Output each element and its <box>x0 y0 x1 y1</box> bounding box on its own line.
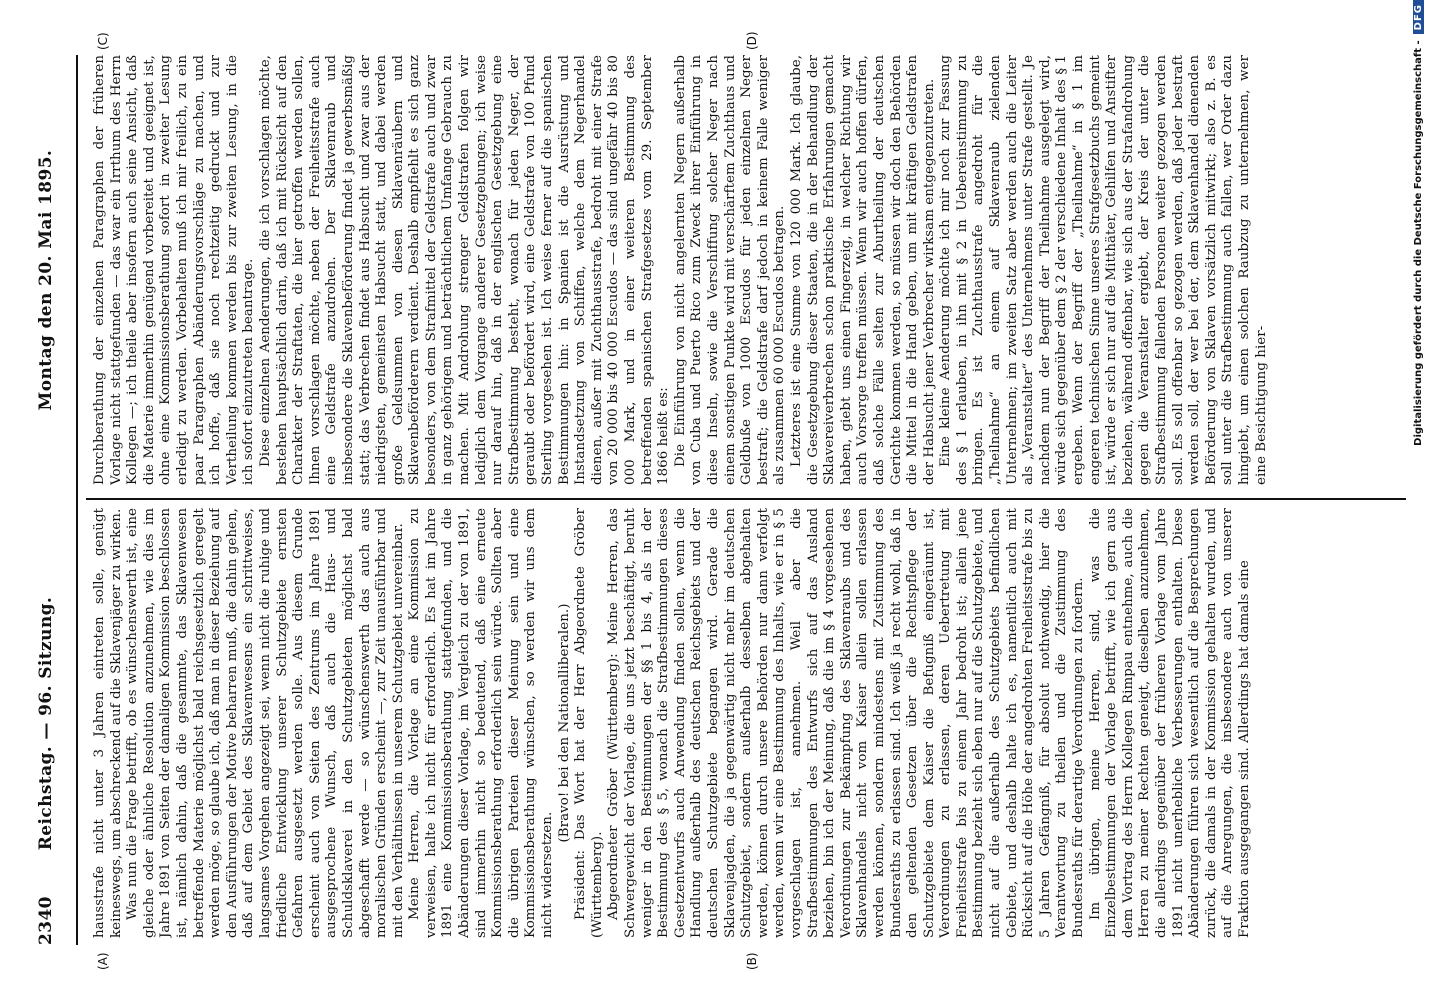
left-column <box>92 508 1402 938</box>
paragraph: Meine Herren, die Vorlage an eine Kommission zu verweisen, halte ich nicht für erforderlich. Es hat im Jahre 1891 eine Kommissionsberathung stattgefunden, und die Abänderungen dieser Vorlage, im Vergleich zu der von 1891, sind immerhin nicht so bedeutend, daß eine erneute Kommissionsberathung erforderlich sein würde. Sollten aber die übrigen Parteien dieser Meinung sein und eine Kommissionsberathung wünschen, so werden wir uns dem nicht widersetzen. <box>407 508 556 938</box>
session-title: Reichstag. — 96. Sitzung. <box>36 596 56 851</box>
header-titles <box>36 55 56 945</box>
paragraph: Im übrigen, meine Herren, sind, was die Einzelbestimmungen der Vorlage betrifft, wie ich gern aus dem Vortrag des Herrn Kollegen Rimpau entnehme, auch die Herren zu meiner Rechten geneigt, dieselben anzunehmen, die allerdings gegenüber der früheren Vorlage vom Jahre 1891 nicht unerhebliche Verbesserungen enthalten. Diese Abänderungen führen sich wesentlich auf die Besprechungen zurück, die damals in der Kommission gehalten wurden, und auf die Anregungen, die insbesondere auch von unserer Fraktion ausgegangen sind. Allerdings hat damals eine <box>1087 508 1252 938</box>
right-column <box>92 55 1402 485</box>
page-header <box>36 55 62 945</box>
header-rule <box>76 55 78 945</box>
page-number: 2340 <box>36 896 56 945</box>
margin-marker-b: (B) <box>745 952 759 970</box>
paragraph: (Bravo! bei den Nationalliberalen.) <box>556 603 572 843</box>
credit-text: Digitalisierung gefördert durch die Deutsche Forschungsgemeinschaft - <box>1412 40 1424 446</box>
paragraph: Letzteres ist eine Summe von 120 000 Mark. Ich glaube, die Gesetzgebung dieser Staaten, die in der Behandlung der Sklavereiverbrechen schon praktische Erfahrungen gemacht haben, giebt uns einen Fingerzeig, in welcher Richtung wir auch Vorsorge treffen müssen. Wenn wir auch hoffen dürfen, daß solche Fälle selten zur Aburtheilung der deutschen Gerichte kommen werden, so müssen wir doch den Behörden die Mittel in die Hand geben, um mit kräftigen Geldstrafen der Habsucht jener Verbrecher wirksam entgegenzutreten. <box>788 55 937 485</box>
paragraph: Diese einzelnen Aenderungen, die ich vorschlagen möchte, bestehen hauptsächlich darin, daß ich mit Rücksicht auf den Charakter der Straftaten, die hier getroffen werden sollen, Ihnen vorschlagen möchte, neben der Freiheitsstrafe auch eine Geldstrafe anzudrohen. Der Sklavenraub und insbesondere die Sklavenbeförderung findet ja gewerbsmäßig statt; das Verbrechen findet aus Habsucht und zwar aus der niedrigsten, gemeinsten Habsucht statt, und dabei werden große Geldsummen von diesen Sklavenräubern und Sklavenbeförderern verdient. Deshalb empfiehlt es sich ganz besonders, von dem Strafmittel der Geldstrafe auch und zwar in ganz gehörigem und beträchtlichem Umfange Gebrauch zu machen. Mit Androhung strenger Geldstrafen folgen wir lediglich dem Vorgange anderer Gesetzgebungen; ich weise nur darauf hin, daß in der englischen Gesetzgebung eine Strafbestimmung besteht, wonach für jeden Neger, der geraubt oder befördert wird, eine Geldstrafe von 100 Pfund Sterling vorgesehen ist. Ich weise ferner auf die spanischen Bestimmungen hin: in Spanien ist die Ausrüstung und Instandsetzung von Schiffen, welche dem Negerhandel dienen, außer mit Zuchthausstrafe, bedroht mit einer Strafe von 20 000 bis 40 000 Escudos — das sind ungefähr 40 bis 80 000 Mark, und in einer weiteren Bestimmung des betreffenden spanischen Strafgesetzes vom 29. September 1866 heißt es: <box>257 55 672 485</box>
digitization-credit <box>1408 0 1428 1000</box>
paragraph: Eine kleine Aenderung möchte ich mir noch zur Fassung des § 1 erlauben, in ihn mit § 2 in Uebereinstimmung zu bringen. Es ist Zuchthausstrafe angedroht für die „Theilnahme“ an einem auf Sklavenraub zielenden Unternehmen; im zweiten Satz aber werden auch die Leiter als „Veranstalter“ des Unternehmens unter Strafe gestellt. Je nachdem nun der Begriff der Theilnahme ausgelegt wird, würde sich gegenüber dem § 2 der verschiedene Inhalt des § 1 ergeben. Wenn der Begriff der „Theilnahme“ in § 1 im engeren technischen Sinne unseres Strafgesetzbuchs gemeint ist, würde er sich nur auf die Mitthäter, Gehilfen und Anstifter beziehen, während offenbar, wie sich aus der Strafandrohung gegen die Veranstalter ergiebt, der Kreis der unter die Strafbestimmung fallenden Personen weiter gezogen werden soll. Es soll offenbar so gezogen werden, daß jeder bestraft werden soll, der wer bei der, dem Sklavenhandel dienenden Beförderung von Sklaven vorsätzlich mitwirkt; also z. B. es soll unter die Strafbestimmung auch fallen, wer Order dazu hingiebt, um einen solchen Raubzug zu unternehmen, wer eine Besichtigung hier- <box>938 55 1269 485</box>
margin-marker-a: (A) <box>96 952 110 970</box>
margin-marker-d: (D) <box>745 31 759 50</box>
paragraph: Abgeordneter Gröber (Württemberg): Meine Herren, das Schwergewicht der Vorlage, die uns jetzt beschäftigt, beruht weniger in den Bestimmungen der §§ 1 bis 4, als in der Bestimmung des § 5, wonach die Strafbestimmungen dieses Gesetzentwurfs auch Anwendung finden sollen, wenn die Handlung außerhalb des deutschen Reichsgebiets und der deutschen Schutzgebiete begangen wird. Gerade die Sklavenjagden, die ja gegenwärtig nicht mehr im deutschen Schutzgebiet, sondern außerhalb desselben abgehalten werden, können durch unsere Behörden nur dann verfolgt werden, wenn wir eine Bestimmung des Inhalts, wie er in § 5 vorgeschlagen ist, annehmen. Weil aber die Strafbestimmungen des Entwurfs sich auf das Ausland beziehen, bin ich der Meinung, daß die im § 4 vorgesehenen Verordnungen zur Bekämpfung des Sklavenraubs und des Sklavenhandels nicht vom Kaiser allein sollen erlassen werden können, sondern mindestens mit Zustimmung des Bundesraths zu erlassen sind. Ich weiß ja recht wohl, daß in den geltenden Gesetzen über die Rechtspflege der Schutzgebiete dem Kaiser die Befugniß eingeräumt ist, Verordnungen zu erlassen, deren Uebertretung mit Freiheitsstrafe bis zu einem Jahr bedroht ist; allein jene Bestimmung bezieht sich eben nur auf die Schutzgebiete, und nicht auf die außerhalb des Schutzgebiets befindlichen Gebiete, und deshalb halte ich es, namentlich auch mit Rücksicht auf die Höhe der angedrohten Freiheitsstrafe bis zu 5 Jahren Gefängniß, für absolut nothwendig, hier die Verantwortung zu theilen und die Zustimmung des Bundesraths für derartige Verordnungen zu fordern. <box>606 508 1087 938</box>
margin-marker-c: (C) <box>96 32 110 50</box>
date-title: Montag den 20. Mai 1895. <box>36 149 56 411</box>
column-rule <box>86 499 1406 501</box>
paragraph: Was nun die Frage betrifft, ob es wünschenswerth ist, eine gleiche oder ähnliche Resolution anzunehmen, wie dies im Jahre 1891 von Seiten der damaligen Kommission beschlossen ist, nämlich dahin, daß die gesammte, das Sklavenwesen betreffende Materie möglichst bald reichsgesetzlich geregelt werden möge, so glaube ich, daß man in dieser Beziehung auf den Ausführungen der Motive beharren muß, die dahin gehen, daß auf dem Gebiet des Sklavenwesens ein schrittweises, langsames Vorgehen angezeigt sei, wenn nicht die ruhige und friedliche Entwicklung unserer Schutzgebiete ernsten Gefahren ausgesetzt werden solle. Aus diesem Grunde erscheint auch von Seiten des Zentrums im Jahre 1891 ausgesprochene Wunsch, daß auch die Haus- und Schuldsklaverei in den Schutzgebieten möglichst bald abgeschafft werde — so wünschenswerth das auch aus moralischen Gründen erscheint —, zur Zeit unausführbar und mit den Verhältnissen in unserem Schutzgebiet unvereinbar. <box>125 508 406 938</box>
dfg-logo: DFG <box>1413 0 1424 34</box>
paragraph: Durchberathung der einzelnen Paragraphen der früheren Vorlage nicht stattgefunden — das war ein Irrthum des Herrn Kollegen —; ich theile aber insofern auch seine Ansicht, daß die Materie immerhin genügend vorbereitet und geeignet ist, ohne eine Kommissionsberathung sofort in zweiter Lesung erledigt zu werden. Vorbehalten muß ich mir freilich, zu ein paar Paragraphen Abänderungsvorschläge zu machen, und ich hoffe, daß sie noch rechtzeitig gedruckt und zur Vertheilung kommen werden bis zur zweiten Lesung, in die ich sofort einzutreten beantrage. <box>92 55 257 485</box>
paragraph: Die Einführung von nicht angelernten Negern außerhalb von Cuba und Puerto Rico zum Zweck ihrer Einführung in diese Inseln, sowie die Verschiffung solcher Neger nach einem sonstigen Punkte wird mit verschärftem Zuchthaus und Geldbuße von 1000 Escudos für jeden einzelnen Neger bestraft; die Geldstrafe darf jedoch in keinem Falle weniger als zusammen 60 000 Escudos betragen. <box>672 55 788 485</box>
paragraph: Präsident: Das Wort hat der Herr Abgeordnete Gröber (Württemberg). <box>573 508 605 938</box>
paragraph: hausstrafe nicht unter 3 Jahren eintreten solle, genügt keineswegs, um abschreckend auf die Sklavenjäger zu wirken. <box>92 508 124 938</box>
